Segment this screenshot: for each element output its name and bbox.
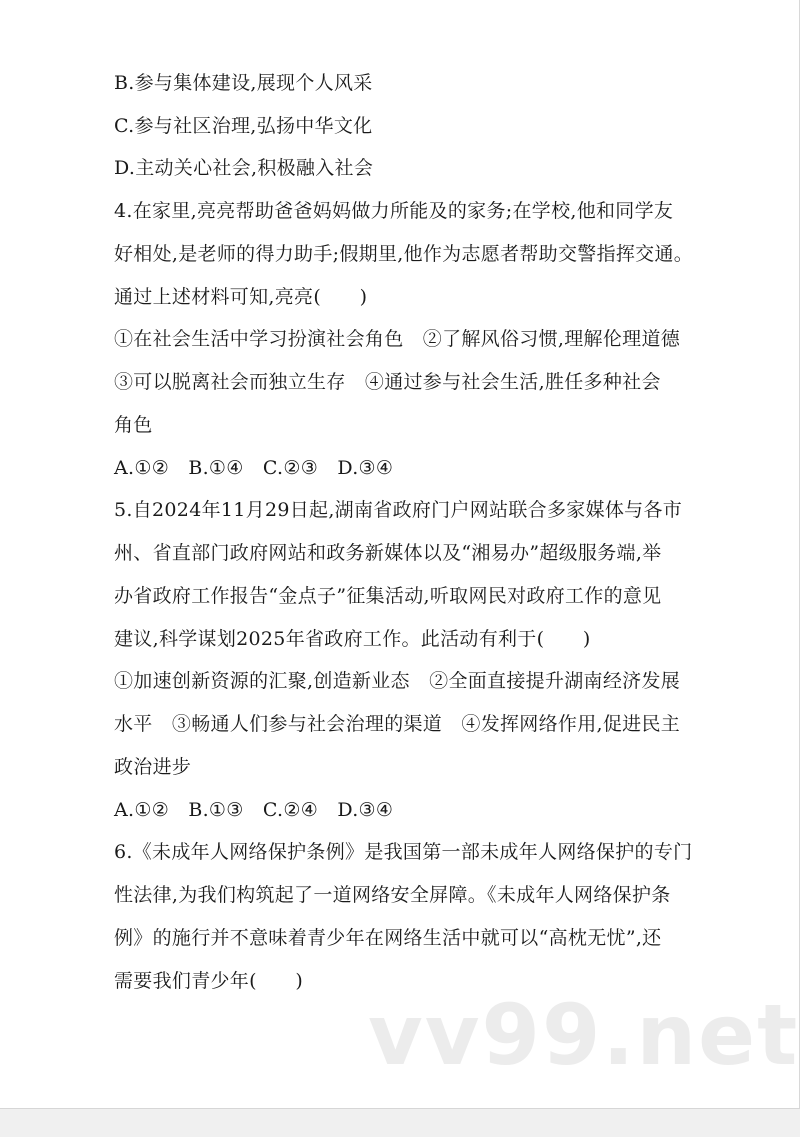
option-3b: B.参与集体建设,展现个人风采 [114, 72, 373, 94]
question-5-statements-3: 政治进步 [114, 756, 192, 778]
watermark: vv99.net [368, 986, 800, 1084]
question-5-options: A.①② B.①③ C.②④ D.③④ [114, 799, 394, 821]
question-6-line-1: 6.《未成年人网络保护条例》是我国第一部未成年人网络保护的专门 [114, 841, 693, 863]
question-4-statements-3: 角色 [114, 414, 153, 436]
question-5-statements-2: 水平 ③畅通人们参与社会治理的渠道 ④发挥网络作用,促进民主 [114, 713, 681, 735]
question-5-line-2: 州、省直部门政府网站和政务新媒体以及“湘易办”超级服务端,举 [114, 542, 662, 564]
question-4-line-3: 通过上述材料可知,亮亮( ) [114, 286, 368, 308]
question-4-line-1: 4.在家里,亮亮帮助爸爸妈妈做力所能及的家务;在学校,他和同学友 [114, 200, 674, 222]
question-6-line-4: 需要我们青少年( ) [114, 970, 304, 992]
question-5-statements-1: ①加速创新资源的汇聚,创造新业态 ②全面直接提升湖南经济发展 [114, 670, 681, 692]
option-3c: C.参与社区治理,弘扬中华文化 [114, 115, 373, 137]
question-5-line-4: 建议,科学谋划2025年省政府工作。此活动有利于( ) [114, 628, 591, 650]
question-4-options: A.①② B.①④ C.②③ D.③④ [114, 457, 394, 479]
question-6-line-3: 例》的施行并不意味着青少年在网络生活中就可以“高枕无忧”,还 [114, 927, 662, 949]
viewer-bottom-bar [0, 1108, 800, 1137]
question-5-line-3: 办省政府工作报告“金点子”征集活动,听取网民对政府工作的意见 [114, 585, 662, 607]
question-5-line-1: 5.自2024年11月29日起,湖南省政府门户网站联合多家媒体与各市 [114, 499, 683, 521]
question-4-line-2: 好相处,是老师的得力助手;假期里,他作为志愿者帮助交警指挥交通。 [114, 243, 694, 265]
question-6-line-2: 性法律,为我们构筑起了一道网络安全屏障。《未成年人网络保护条 [114, 884, 671, 906]
question-4-statements-2: ③可以脱离社会而独立生存 ④通过参与社会生活,胜任多种社会 [114, 371, 661, 393]
question-4-statements-1: ①在社会生活中学习扮演社会角色 ②了解风俗习惯,理解伦理道德 [114, 328, 681, 350]
option-3d: D.主动关心社会,积极融入社会 [114, 157, 374, 179]
